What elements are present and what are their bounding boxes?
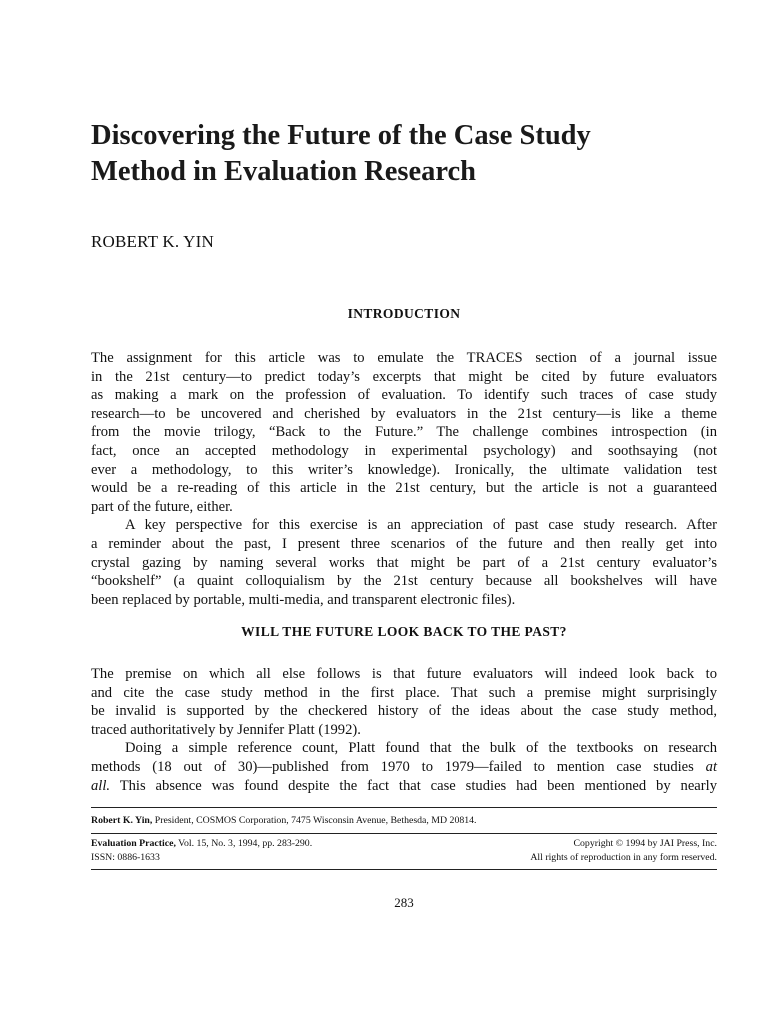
- page-number: 283: [394, 895, 414, 910]
- text-line: Doing a simple reference count, Platt found that the bulk of the textbooks on research: [125, 740, 717, 757]
- footnote-divider: [91, 807, 717, 808]
- text-line: A key perspective for this exercise is an appreciation of past case study research. After: [125, 517, 717, 534]
- section-future-past-body: [91, 665, 717, 795]
- text-run: methods (18 out of 30)—published from 1970 to 1979—failed to mention case studies: [91, 758, 694, 775]
- footnote-affiliation: President, COSMOS Corporation, 7475 Wisconsin Avenue, Bethesda, MD 20814.: [152, 815, 477, 826]
- text-line: traced authoritatively by Jennifer Platt (1992).: [91, 721, 361, 738]
- text-line: The assignment for this article was to emulate the TRACES section of a journal issue: [91, 350, 717, 366]
- text-run: This absence was found despite the fact that case studies had been mentioned by nearly: [110, 777, 717, 794]
- journal-citation: [91, 837, 312, 851]
- title-line-2: Method in Evaluation Research: [91, 156, 477, 187]
- text-line: The premise on which all else follows is that future evaluators will indeed look back to: [91, 666, 717, 682]
- section-introduction-body: [91, 349, 717, 609]
- publication-row-1: [91, 837, 717, 851]
- title-line-1: Discovering the Future of the Case Study: [91, 120, 591, 151]
- rights-notice: All rights of reproduction in any form reserved.: [530, 852, 717, 863]
- text-line: a reminder about the past, I present three scenarios of the future and then really get into: [91, 535, 717, 552]
- publication-row-2: [91, 851, 717, 865]
- footnote-author: Robert K. Yin,: [91, 815, 153, 826]
- text-line: [91, 777, 717, 796]
- section-heading-introduction: INTRODUCTION: [347, 306, 461, 321]
- journal-name: Evaluation Practice,: [91, 838, 176, 849]
- copyright-notice: Copyright © 1994 by JAI Press, Inc.: [573, 838, 717, 849]
- text-line: in the 21st century—to predict today’s excerpts that might be cited by future evaluators: [91, 368, 717, 385]
- section-heading-future-past: WILL THE FUTURE LOOK BACK TO THE PAST?: [241, 624, 567, 639]
- text-line: been replaced by portable, multi-media, and transparent electronic files).: [91, 591, 516, 608]
- text-line: from the movie trilogy, “Back to the Future.” The challenge combines introspection (in: [91, 424, 717, 441]
- text-line: part of the future, either.: [91, 498, 233, 515]
- text-line: be invalid is supported by the checkered history of the ideas about the case study method,: [91, 703, 717, 720]
- emphasis-text: at: [705, 758, 718, 775]
- text-line: crystal gazing by naming several works that might be part of a 21st century evaluator’s: [91, 554, 717, 571]
- author-name: ROBERT K. YIN: [91, 232, 214, 251]
- publication-info: [91, 837, 717, 865]
- text-line: fact, once an accepted methodology in experimental psychology) and soothsaying (not: [91, 442, 717, 459]
- issn: ISSN: 0886-1633: [91, 852, 160, 863]
- text-line: and cite the case study method in the first place. That such a premise might surprisingly: [91, 684, 717, 701]
- journal-volume: Vol. 15, No. 3, 1994, pp. 283-290.: [175, 838, 313, 849]
- article-title: [91, 118, 711, 190]
- author-footnote: [91, 814, 717, 828]
- text-line: ever a methodology, to this writer’s knowledge). Ironically, the ultimate validation test: [91, 461, 717, 478]
- emphasis-text: all.: [91, 777, 111, 794]
- text-line: research—to be uncovered and cherished by evaluators in the 21st century—is like a theme: [91, 405, 717, 422]
- publication-divider-bottom: [91, 869, 717, 870]
- text-line: “bookshelf” (a quaint colloquialism by the 21st century because all bookshelves will have: [91, 573, 717, 590]
- text-line: [91, 758, 717, 777]
- text-line: as making a mark on the profession of evaluation. To identify such traces of case study: [91, 387, 717, 404]
- text-line: would be a re-reading of this article in the 21st century, but the article is not a guaranteed: [91, 480, 717, 497]
- publication-divider-top: [91, 833, 717, 834]
